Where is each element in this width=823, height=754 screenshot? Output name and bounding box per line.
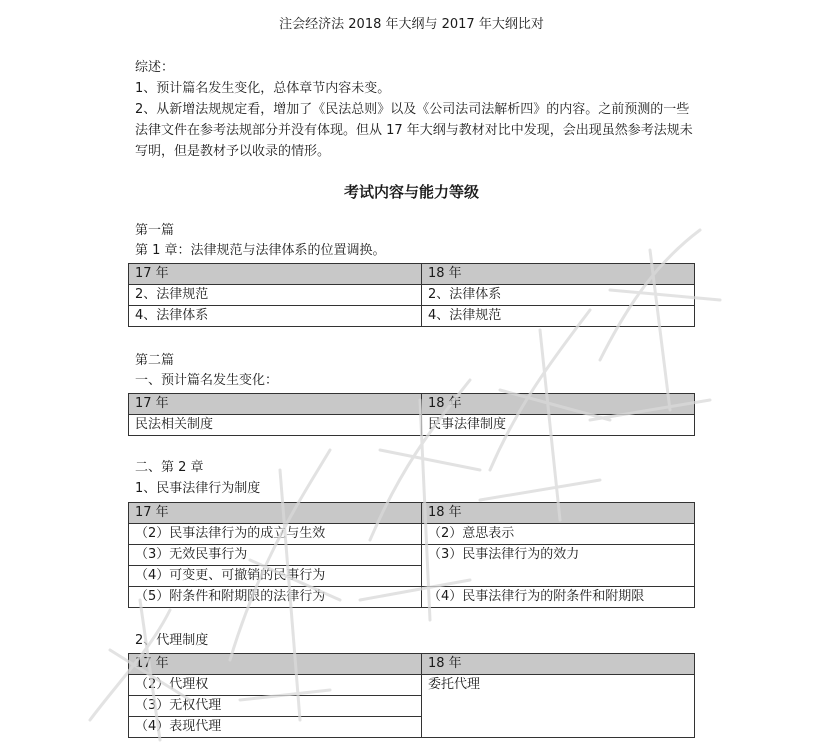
table-header: 17 年 — [129, 264, 422, 285]
part1-title: 第一篇 — [135, 223, 175, 238]
part1-subtitle: 第 1 章：法律规范与法律体系的位置调换。 — [135, 243, 386, 258]
table-row — [129, 524, 695, 545]
table-cell: （3）民事法律行为的效力 — [422, 545, 695, 587]
summary-line-2: 2、从新增法规规定看，增加了《民法总则》以及《公司法司法解析四》的内容。之前预测的一些法律文件在参考法规部分并没有体现。但从 17 年大纲与教材对比中发现，会出现虽然参考法规未写明，但是教材予以收录的情形。 — [135, 102, 693, 159]
summary — [135, 57, 695, 162]
chapter2-title: 二、第 2 章 — [135, 460, 204, 475]
table-cell: 民事法律制度 — [422, 415, 695, 436]
table-row — [129, 545, 695, 566]
summary-heading: 综述： — [135, 60, 175, 75]
summary-line-1: 1、预计篇名发生变化，总体章节内容未变。 — [135, 81, 391, 96]
table-cell: 2、法律体系 — [422, 285, 695, 306]
table-cell: （4）可变更、可撤销的民事行为 — [129, 566, 422, 587]
chapter2-sub2-title: 2、代理制度 — [135, 633, 209, 648]
part1-table — [128, 263, 695, 327]
chapter2-sub1-title: 1、民事法律行为制度 — [135, 481, 261, 496]
part2-table — [128, 393, 695, 436]
table-header: 18 年 — [422, 503, 695, 524]
table-cell: （5）附条件和附期限的法律行为 — [129, 587, 422, 608]
table-header: 18 年 — [422, 394, 695, 415]
chapter2-sub2-table — [128, 653, 695, 738]
table-cell: （2）意思表示 — [422, 524, 695, 545]
table-row — [129, 285, 695, 306]
table-cell: （3）无权代理 — [129, 696, 422, 717]
table-cell: 民法相关制度 — [129, 415, 422, 436]
table-row — [129, 306, 695, 327]
table-cell: （4）民事法律行为的附条件和附期限 — [422, 587, 695, 608]
table-cell: （2）民事法律行为的成立与生效 — [129, 524, 422, 545]
table-cell: 委托代理 — [422, 675, 695, 738]
table-cell: 4、法律规范 — [422, 306, 695, 327]
table-cell: 4、法律体系 — [129, 306, 422, 327]
table-row — [129, 587, 695, 608]
part2-subtitle: 一、预计篇名发生变化： — [135, 373, 279, 388]
table-cell: （4）表现代理 — [129, 717, 422, 738]
table-cell: （2）代理权 — [129, 675, 422, 696]
table-cell: 2、法律规范 — [129, 285, 422, 306]
table-header: 18 年 — [422, 264, 695, 285]
table-row — [129, 675, 695, 696]
table-header: 17 年 — [129, 503, 422, 524]
document-title: 注会经济法 2018 年大纲与 2017 年大纲比对 — [279, 17, 544, 32]
chapter2-sub1-table — [128, 502, 695, 608]
table-cell: （3）无效民事行为 — [129, 545, 422, 566]
table-header: 17 年 — [129, 654, 422, 675]
table-header: 17 年 — [129, 394, 422, 415]
table-row — [129, 415, 695, 436]
table-header: 18 年 — [422, 654, 695, 675]
part2-title: 第二篇 — [135, 353, 175, 368]
section-heading: 考试内容与能力等级 — [343, 183, 479, 201]
